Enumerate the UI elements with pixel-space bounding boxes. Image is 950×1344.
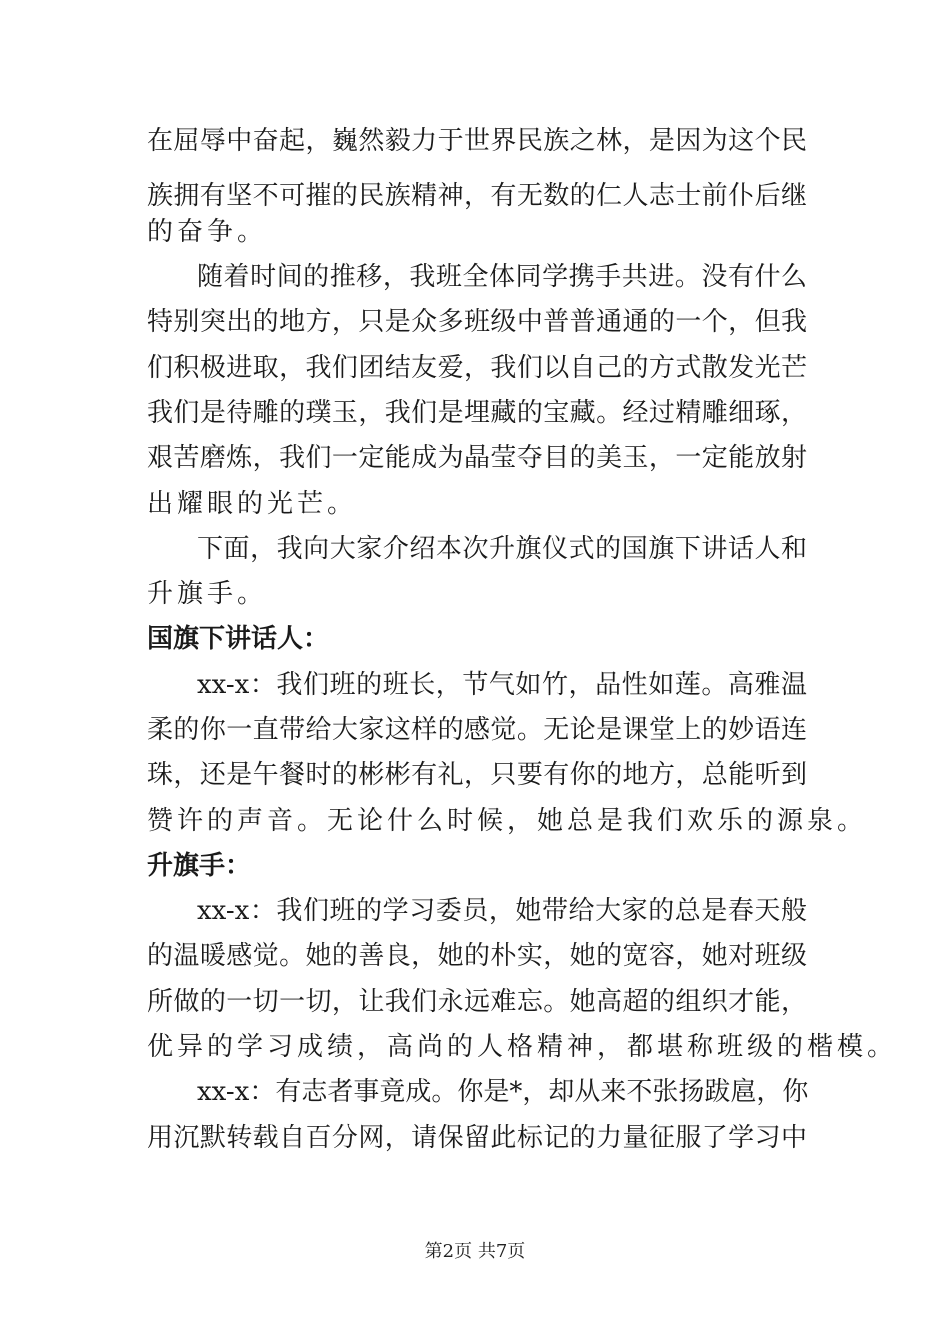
text-line: 用沉默转载自百分网，请保留此标记的力量征服了学习中 (147, 1123, 807, 1153)
section-heading-flag-raiser: 升旗手： (147, 851, 252, 881)
text-line: 的奋争。 (147, 217, 268, 247)
text-line: 族拥有坚不可摧的民族精神，有无数的仁人志士前仆后继 (147, 181, 807, 211)
text-line: 出耀眼的光芒。 (147, 489, 358, 519)
text-line: 珠，还是午餐时的彬彬有礼，只要有你的地方，总能听到 (147, 760, 807, 790)
section-heading-speaker: 国旗下讲话人： (147, 624, 330, 654)
text-line: 们积极进取，我们团结友爱，我们以自己的方式散发光芒 (147, 353, 807, 383)
text-line: 赞许的声音。无论什么时候，她总是我们欢乐的源泉。 (147, 806, 868, 836)
text-line: 特别突出的地方，只是众多班级中普普通通的一个，但我 (147, 307, 807, 337)
text-line: 我们是待雕的璞玉，我们是埋藏的宝藏。经过精雕细琢， (147, 398, 807, 428)
text-line: 艰苦磨炼，我们一定能成为晶莹夺目的美玉，一定能放射 (147, 443, 807, 473)
text-line: 在屈辱中奋起，巍然毅力于世界民族之林，是因为这个民 (147, 126, 807, 156)
text-line: 下面，我向大家介绍本次升旗仪式的国旗下讲话人和 (197, 534, 807, 564)
text-line: 的温暖感觉。她的善良，她的朴实，她的宽容，她对班级 (147, 941, 807, 971)
text-line: 优异的学习成绩，高尚的人格精神，都堪称班级的楷模。 (147, 1032, 898, 1062)
text-line: 随着时间的推移，我班全体同学携手共进。没有什么 (197, 262, 807, 292)
text-line: xx-x：有志者事竟成。你是*，却从来不张扬跋扈，你 (197, 1077, 809, 1107)
text-line: xx-x：我们班的学习委员，她带给大家的总是春天般 (197, 896, 807, 926)
text-line: 所做的一切一切，让我们永远难忘。她高超的组织才能， (147, 987, 807, 1017)
text-line: xx-x：我们班的班长，节气如竹，品性如莲。高雅温 (197, 670, 807, 700)
text-line: 升旗手。 (147, 579, 268, 609)
text-line: 柔的你一直带给大家这样的感觉。无论是课堂上的妙语连 (147, 715, 807, 745)
page-footer: 第2页 共7页 (424, 1241, 526, 1262)
